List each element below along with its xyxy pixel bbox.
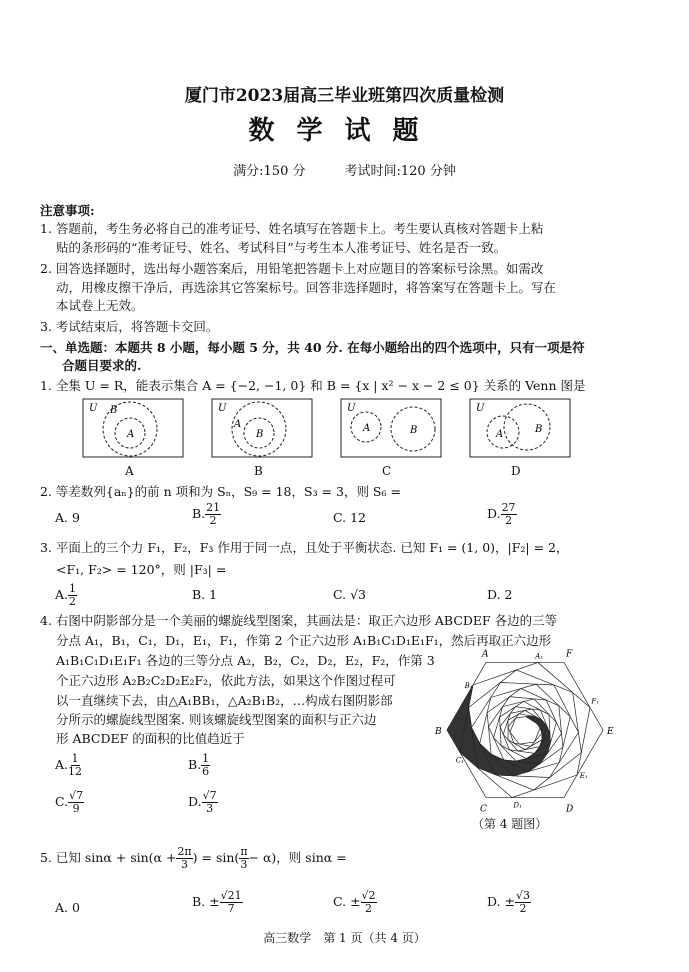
q5-option-d: D. ± $\frac{√3}{2}$ xyxy=(487,889,531,915)
q3-option-b: B. 1 xyxy=(192,587,218,602)
hexagon-10 xyxy=(503,709,547,751)
set-label-a: A xyxy=(234,419,242,430)
q4-option-b: B. $\frac{1}{6}$ xyxy=(188,752,210,778)
q4-option-c: C. $\frac{√7}{9}$ xyxy=(55,789,84,815)
q5-option-a: A. 0 xyxy=(55,900,80,915)
section-heading: 一、单选题：本题共 8 小题，每小题 5 分，共 40 分. 在每小题给出的四个选项中，只有一项是符 xyxy=(40,340,585,355)
q4-option-a: A. $\frac{1}{12}$ xyxy=(55,752,83,778)
notice-line: 本试卷上无效。 xyxy=(56,298,144,313)
section-heading-cont: 合题目要求的. xyxy=(62,358,142,373)
q4-stem-line: 以一直继续下去，由△A₁BB₁，△A₂B₁B₂，…构成右图阴影部 xyxy=(56,693,393,708)
q4-stem-line: 分点 A₁，B₁，C₁，D₁，E₁，F₁，作第 2 个正六边形 A₁B₁C₁D₁E₁F₁，然后再取正六边形 xyxy=(56,633,552,648)
universal-set-box xyxy=(341,399,441,457)
set-label-b: B xyxy=(110,405,118,416)
set-label-a: A xyxy=(363,423,371,434)
q3-option-d: D. 2 xyxy=(487,587,513,602)
q2-stem: 2. 等差数列{aₙ}的前 n 项和为 Sₙ，S₉ = 18，S₃ = 3，则 S₆ = xyxy=(40,484,401,499)
universal-set-box xyxy=(83,399,183,457)
inner-vertex-label: A₁ xyxy=(535,652,544,661)
set-label-a: A xyxy=(127,429,135,440)
notice-line: 3. 考试结束后，将答题卡交回。 xyxy=(40,319,219,334)
set-label-b: B xyxy=(535,424,543,435)
q4-stem-line: A₁B₁C₁D₁E₁F₁ 各边的三等分点 A₂，B₂，C₂，D₂，E₂，F₂，作第 3 xyxy=(56,653,435,668)
score-time-line xyxy=(0,164,689,180)
q4-stem-line: 分所示的螺旋线型图案. 则该螺旋线型图案的面积与正六边 xyxy=(56,712,377,727)
notice-line: 贴的条形码的“准考证号、姓名、考试科目”与考生本人准考证号、姓名是否一致。 xyxy=(56,240,507,255)
q5-stem: 5. 已知 sinα + sin(α + $\frac{2\pi}{3}$ ) = sin( $\frac{\pi}{3}$ − α)，则 sinα = xyxy=(40,845,347,871)
q2-option-a: A. 9 xyxy=(55,510,80,525)
inner-vertex-label: F₁ xyxy=(591,697,600,706)
q1-option-b: B xyxy=(254,464,263,478)
q1-option-d: D xyxy=(511,464,521,478)
set-label-u: U xyxy=(347,403,356,414)
vertex-label: F xyxy=(566,649,573,660)
universal-set-box xyxy=(212,399,312,457)
inner-vertex-label: C₁ xyxy=(455,756,464,765)
q1-stem: 1. 全集 U = R，能表示集合 A = {−2, −1, 0} 和 B = {x | x² − x − 2 ≤ 0} 关系的 Venn 图是 xyxy=(40,378,586,393)
q3-stem-line1: 3. 平面上的三个力 F₁，F₂，F₃ 作用于同一点，且处于平衡状态. 已知 F₁ = (1, 0)，|F₂| = 2， xyxy=(40,540,569,555)
q4-stem-line: 个正六边形 A₂B₂C₂D₂E₂F₂，依此方法，如果这个作图过程可 xyxy=(56,673,396,688)
q1-option-c: C xyxy=(382,464,392,478)
q3-stem-line2: <F₁, F₂> = 120°，则 |F₃| = xyxy=(56,562,227,577)
q5-option-b: B. ± $\frac{√21}{7}$ xyxy=(192,889,242,915)
q4-option-d: D. $\frac{√7}{3}$ xyxy=(188,789,217,815)
vertex-label: A xyxy=(482,649,489,660)
q4-stem-line: 形 ABCDEF 的面积的比值趋近于 xyxy=(56,731,245,746)
vertex-label: D xyxy=(566,804,574,815)
q4-stem-line: 4. 右图中阴影部分是一个美丽的螺旋线型图案，其画法是：取正六边形 ABCDEF 各边的三等 xyxy=(40,613,558,628)
notice-line: 1. 答题前，考生务必将自己的准考证号、姓名填写在答题卡上。考生要认真核对答题卡上粘 xyxy=(40,221,544,236)
inner-vertex-label: E₁ xyxy=(579,771,588,780)
hexagon-6 xyxy=(488,697,561,764)
notice-line: 2. 回答选择题时，选出每小题答案后，用铅笔把答题卡上对应题目的答案标号涂黑。如需改 xyxy=(40,261,544,276)
set-label-b: B xyxy=(410,425,418,436)
hexagon-11 xyxy=(508,710,542,749)
q3-option-c: C. √3 xyxy=(333,587,366,602)
vertex-label: B xyxy=(435,727,442,737)
full-score: 满分:150 分 xyxy=(233,164,306,179)
vertex-label: E xyxy=(607,727,614,737)
q1-option-a: A xyxy=(125,464,134,478)
q2-option-b: B. $\frac{21}{2}$ xyxy=(192,501,221,527)
inner-vertex-label: D₁ xyxy=(513,801,522,810)
notice-line: 动，用橡皮擦干净后，再选涂其它答案标号。回答非选择题时，将答案写在答题卡上。写在 xyxy=(56,280,557,295)
set-label-u: U xyxy=(89,403,98,414)
spiral-hexagon-figure xyxy=(425,648,615,818)
notice-heading: 注意事项: xyxy=(40,203,95,218)
set-label-a: A xyxy=(496,429,504,440)
set-label-u: U xyxy=(476,403,485,414)
q3-option-a: A. $\frac{1}{2}$ xyxy=(55,582,77,608)
vertex-label: C xyxy=(480,804,487,815)
universal-set-box xyxy=(470,399,570,457)
subject-title: 数学试题 xyxy=(248,116,441,146)
inner-vertex-label: B₁ xyxy=(464,681,473,690)
q5-option-c: C. ± $\frac{√2}{2}$ xyxy=(333,889,376,915)
figure-caption: （第 4 题图） xyxy=(472,817,548,831)
set-label-u: U xyxy=(218,403,227,414)
q2-option-d: D. $\frac{27}{2}$ xyxy=(487,501,516,527)
venn-diagrams xyxy=(0,397,689,477)
q2-option-c: C. 12 xyxy=(333,510,366,525)
exam-title: 厦门市2023届高三毕业班第四次质量检测 xyxy=(184,86,505,106)
set-circle-b xyxy=(504,404,550,450)
exam-time: 考试时间:120 分钟 xyxy=(344,164,456,179)
set-label-b: B xyxy=(256,429,264,440)
page-footer: 高三数学 第 1 页（共 4 页） xyxy=(263,931,426,945)
hexagon-1 xyxy=(460,662,590,797)
